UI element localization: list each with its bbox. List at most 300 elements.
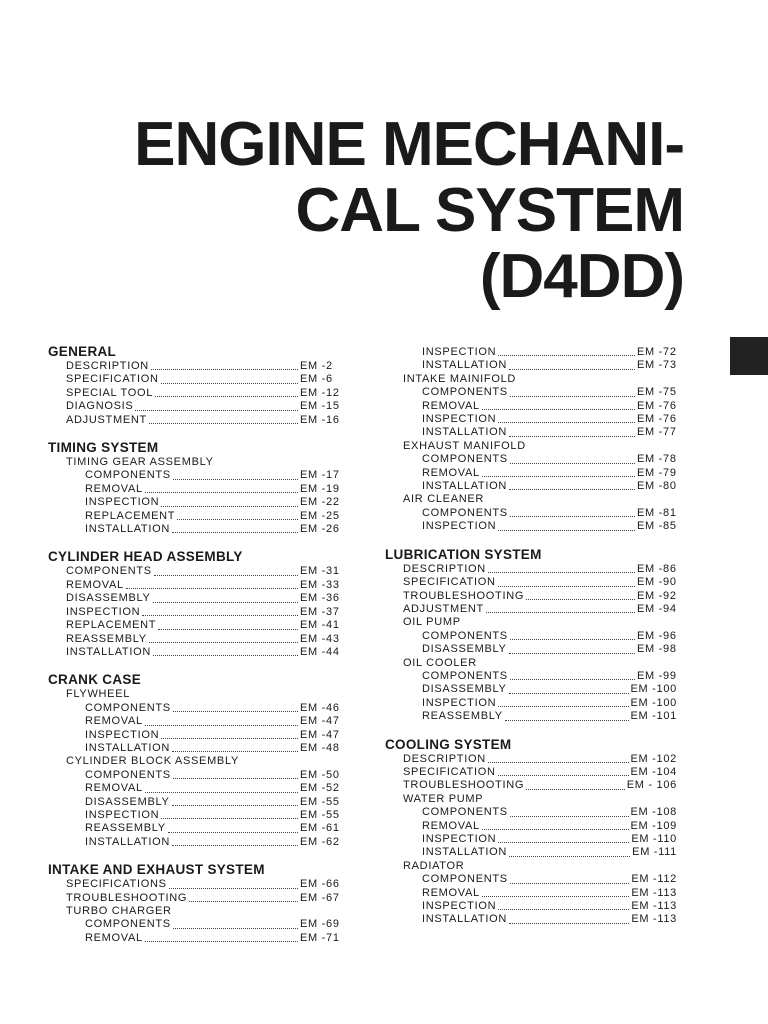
toc-entry-label: SPECIAL TOOL [66,386,154,399]
toc-entry-label: INSPECTION [422,520,497,533]
toc-entry-label: TROUBLESHOOTING [403,779,525,792]
toc-entry-page: EM -100 [630,683,677,696]
toc-entry-page: EM -44 [300,645,340,658]
dot-leader [510,678,635,680]
dot-leader [145,724,298,726]
toc-entry[interactable] [66,387,340,400]
toc-entry[interactable] [422,806,677,819]
toc-entry[interactable] [85,729,340,742]
toc-entry-page: EM -86 [637,562,677,575]
toc-entry-label: DESCRIPTION [66,360,149,372]
dot-leader [177,518,298,520]
dot-leader [526,598,635,600]
toc-entry[interactable] [422,683,677,696]
toc-entry-page: EM -112 [631,873,677,886]
toc-entry[interactable] [422,630,677,643]
toc-entry[interactable] [85,469,340,482]
toc-entry-label: REMOVAL [85,931,143,944]
toc-entry-list [48,878,340,905]
toc-entry-label: INSPECTION [422,900,497,913]
toc-entry[interactable] [422,846,677,859]
toc-entry-page: EM -55 [300,795,340,808]
toc-entry-label: REASSEMBLY [422,710,503,723]
toc-entry-list [48,702,340,756]
dot-leader [153,601,298,603]
toc-entry-list [385,873,677,927]
toc-entry[interactable] [66,414,340,427]
toc-entry[interactable] [422,710,677,723]
toc-entry-list [385,753,677,793]
toc-entry-label: TROUBLESHOOTING [403,589,525,602]
toc-section-timing [48,440,340,536]
toc-entry[interactable] [422,697,677,710]
dot-leader [154,574,298,576]
toc-entry[interactable] [66,579,340,592]
toc-entry-label: REPLACEMENT [66,619,157,632]
toc-entry-label: INSTALLATION [85,835,171,848]
dot-leader [509,652,635,654]
toc-entry-label: INSTALLATION [422,480,508,493]
toc-entry-page: EM -22 [300,496,340,509]
toc-entry[interactable] [66,619,340,632]
toc-entry[interactable] [85,510,340,523]
toc-entry-label: COMPONENTS [66,565,152,578]
toc-entry-page: EM -73 [637,359,677,372]
dot-leader [155,395,298,397]
toc-entry-page: EM -71 [300,931,340,944]
dot-leader [498,841,629,843]
toc-group-label: FLYWHEEL [66,688,131,701]
toc-entry-label: COMPONENTS [85,469,171,482]
toc-entry-page: EM -90 [637,576,677,589]
toc-group-label: TURBO CHARGER [66,905,172,917]
toc-entry-list [385,670,677,724]
toc-entry[interactable] [85,742,340,755]
dot-leader [509,692,629,694]
dot-leader [510,638,635,640]
toc-entry-page: EM -62 [300,835,340,848]
toc-entry[interactable] [403,603,677,616]
dot-leader [509,922,629,924]
toc-entry[interactable] [422,887,677,900]
toc-entry[interactable] [403,766,677,779]
toc-entry-label: REMOVAL [85,782,143,795]
dot-leader [161,737,298,739]
dot-leader [482,895,629,897]
toc-entry-label: INSPECTION [422,413,497,426]
toc-entry[interactable] [422,913,677,926]
dot-leader [510,815,629,817]
toc-group-intake-manifold [385,373,677,440]
toc-entry-page: EM -113 [631,900,677,913]
dot-leader [145,940,298,942]
toc-entry-list [385,346,677,373]
toc-entry-page: EM -15 [300,400,340,413]
toc-entry[interactable] [85,715,340,728]
toc-continued-turbo [385,346,677,373]
dot-leader [509,855,630,857]
toc-right-column [385,346,677,940]
toc-entry-page: EM -109 [630,819,677,832]
toc-entry[interactable] [85,796,340,809]
toc-group-label: AIR CLEANER [403,493,485,506]
toc-entry-label: DESCRIPTION [403,562,486,575]
toc-entry-label: INSPECTION [66,605,141,618]
toc-entry[interactable] [85,932,340,945]
toc-entry-list [48,769,340,849]
dot-leader [126,587,298,589]
toc-entry-page: EM -101 [630,710,677,723]
toc-entry-page: EM -19 [300,482,340,495]
toc-entry-page: EM - 106 [626,779,677,792]
dot-leader [498,585,635,587]
dot-leader [149,422,298,424]
toc-entry[interactable] [422,833,677,846]
dot-leader [488,761,629,763]
toc-entry-label: REMOVAL [422,399,480,412]
toc-entry-page: EM -75 [637,386,677,399]
toc-entry-page: EM -52 [300,782,340,795]
toc-entry[interactable] [403,753,677,766]
dot-leader [173,927,298,929]
toc-entry[interactable] [85,918,340,931]
toc-entry-page: EM -80 [637,480,677,493]
section-heading: CYLINDER HEAD ASSEMBLY [48,549,243,565]
dot-leader [168,831,298,833]
toc-entry-page: EM -92 [637,589,677,602]
dot-leader [482,408,635,410]
toc-entry-page: EM -100 [630,696,677,709]
toc-entry[interactable] [85,483,340,496]
toc-group-label: RADIATOR [403,859,465,872]
toc-entry-label: INSTALLATION [85,523,171,536]
dot-leader [172,844,298,846]
toc-entry-list [48,469,340,536]
toc-entry-label: INSPECTION [85,496,160,509]
dot-leader [172,750,298,752]
toc-entry-label: INSTALLATION [422,913,508,926]
toc-entry-page: EM -79 [637,466,677,479]
toc-entry-page: EM -78 [637,453,677,466]
dot-leader [526,788,625,790]
toc-group-label: WATER PUMP [403,792,484,805]
dot-leader [509,435,635,437]
dot-leader [158,628,298,630]
toc-section-intake-exhaust [48,862,340,945]
toc-entry[interactable] [422,346,677,359]
toc-entry-label: DESCRIPTION [403,752,486,765]
dot-leader [173,710,298,712]
section-tab-marker [730,337,768,375]
toc-section-general [48,344,340,427]
dot-leader [149,641,298,643]
dot-leader [498,774,629,776]
toc-entry-label: SPECIFICATIONS [66,878,167,891]
dot-leader [498,705,628,707]
toc-entry[interactable] [403,563,677,576]
toc-entry-page: EM -111 [632,846,677,859]
toc-section-cooling [385,737,677,927]
toc-entry[interactable] [85,822,340,835]
toc-entry-label: INSPECTION [85,728,160,741]
dot-leader [172,804,298,806]
dot-leader [486,611,635,613]
dot-leader [135,409,298,411]
dot-leader [510,515,635,517]
dot-leader [510,462,635,464]
toc-entry-page: EM -16 [300,413,340,426]
toc-entry[interactable] [422,900,677,913]
toc-entry-page: EM -36 [300,592,340,605]
toc-entry-label: REMOVAL [66,578,124,591]
toc-section-lubrication [385,547,677,724]
toc-entry[interactable] [422,873,677,886]
toc-entry-label: INSPECTION [422,696,497,709]
toc-entry-page: EM -31 [300,565,340,578]
toc-entry-list [385,453,677,493]
toc-entry-page: EM -99 [637,669,677,682]
dot-leader [482,475,635,477]
toc-entry[interactable] [66,565,340,578]
toc-entry-list [385,630,677,657]
toc-entry-page: EM -85 [637,520,677,533]
toc-entry[interactable] [66,878,340,891]
toc-entry-page: EM -41 [300,619,340,632]
toc-entry[interactable] [66,360,340,373]
toc-section-cylinder-head [48,549,340,659]
toc-entry-page: EM -2 [300,360,333,372]
toc-entry-label: COMPONENTS [422,453,508,466]
dot-leader [153,654,298,656]
dot-leader [189,900,298,902]
toc-entry-label: INSTALLATION [422,359,508,372]
title-line-1: ENGINE MECHANI- [134,110,684,179]
dot-leader [482,828,629,830]
toc-group-label: OIL PUMP [403,616,461,629]
toc-entry-label: INSPECTION [422,833,497,845]
toc-entry-label: COMPONENTS [85,701,171,714]
toc-left-column [48,344,340,958]
toc-entry-page: EM -47 [300,728,340,741]
toc-entry-page: EM -104 [630,765,677,778]
toc-entry-label: DISASSEMBLY [66,592,151,605]
toc-entry-page: EM -6 [300,373,333,386]
toc-entry-label: COMPONENTS [422,506,508,519]
dot-leader [173,478,298,480]
dot-leader [509,488,635,490]
toc-entry-page: EM -76 [637,413,677,426]
toc-entry-page: EM -96 [637,629,677,642]
toc-entry[interactable] [66,606,340,619]
toc-entry[interactable] [66,400,340,413]
toc-entry-label: COMPONENTS [422,873,508,886]
toc-entry-page: EM -26 [300,523,340,536]
toc-entry-list [48,360,340,427]
toc-entry-list [48,918,340,945]
toc-entry[interactable] [422,820,677,833]
section-heading: TIMING SYSTEM [48,440,159,456]
toc-group-air-cleaner [385,493,677,533]
title-line-2: CAL SYSTEM [295,176,684,245]
dot-leader [161,382,298,384]
dot-leader [151,368,298,370]
toc-entry-label: COMPONENTS [422,629,508,642]
toc-entry-page: EM -94 [637,602,677,615]
toc-group-label: OIL COOLER [403,656,477,669]
toc-entry-label: REMOVAL [85,715,143,728]
toc-group-label: CYLINDER BLOCK ASSEMBLY [66,755,240,768]
dot-leader [161,505,298,507]
toc-entry-label: INSPECTION [85,808,160,821]
toc-entry-label: REMOVAL [85,482,143,495]
toc-group-label: TIMING GEAR ASSEMBLY [66,456,214,469]
toc-entry-label: DISASSEMBLY [85,795,170,808]
toc-entry[interactable] [422,413,677,426]
toc-entry[interactable] [422,400,677,413]
toc-entry-label: SPECIFICATION [66,373,159,386]
toc-entry-page: EM -33 [300,578,340,591]
toc-entry-label: DISASSEMBLY [422,643,507,656]
toc-entry-page: EM -76 [637,399,677,412]
title-line-3: (D4DD) [479,242,684,311]
dot-leader [498,529,635,531]
dot-leader [142,614,298,616]
toc-entry-page: EM -37 [300,605,340,618]
toc-entry[interactable] [403,576,677,589]
toc-entry-label: REPLACEMENT [85,509,176,522]
toc-entry[interactable] [85,782,340,795]
toc-entry[interactable] [85,809,340,822]
toc-entry[interactable] [422,386,677,399]
toc-entry-label: SPECIFICATION [403,576,496,589]
toc-entry[interactable] [66,633,340,646]
section-heading: INTAKE AND EXHAUST SYSTEM [48,862,265,878]
toc-entry-page: EM -55 [300,808,340,821]
toc-entry-page: EM -17 [300,469,340,482]
toc-entry[interactable] [422,480,677,493]
toc-entry[interactable] [85,836,340,849]
toc-entry[interactable] [422,467,677,480]
page-title [134,112,684,310]
toc-entry-label: INSTALLATION [66,645,152,658]
toc-entry-page: EM -81 [637,506,677,519]
toc-entry[interactable] [85,523,340,536]
toc-entry[interactable] [422,520,677,533]
section-heading: CRANK CASE [48,672,142,688]
toc-entry[interactable] [403,779,677,792]
toc-entry-list [385,386,677,440]
toc-entry-page: EM -43 [300,632,340,645]
toc-entry[interactable] [422,507,677,520]
toc-entry[interactable] [85,496,340,509]
toc-entry[interactable] [422,359,677,372]
toc-entry-label: COMPONENTS [422,669,508,682]
toc-entry-page: EM -67 [300,891,340,904]
toc-entry-label: DIAGNOSIS [66,400,134,413]
toc-entry-label: REMOVAL [422,819,480,832]
toc-entry-list [385,806,677,860]
dot-leader [161,817,298,819]
toc-entry-page: EM -69 [300,918,340,931]
dot-leader [169,887,298,889]
toc-group-label: INTAKE MAINIFOLD [403,372,517,385]
toc-entry-page: EM -50 [300,768,340,781]
dot-leader [505,719,629,721]
toc-entry[interactable] [66,892,340,905]
toc-entry-label: SPECIFICATION [403,765,496,778]
toc-entry[interactable] [66,646,340,659]
toc-entry-page: EM -72 [637,346,677,358]
toc-entry[interactable] [66,592,340,605]
dot-leader [488,571,635,573]
toc-entry-page: EM -47 [300,715,340,728]
toc-entry[interactable] [422,426,677,439]
dot-leader [509,368,635,370]
toc-entry[interactable] [403,590,677,603]
toc-entry-label: COMPONENTS [85,768,171,781]
toc-group-label: EXHAUST MANIFOLD [403,439,526,452]
dot-leader [498,354,635,356]
toc-entry-label: ADJUSTMENT [66,413,147,426]
toc-entry-page: EM -110 [631,833,677,845]
toc-section-crank-case [48,672,340,849]
toc-entry-page: EM -98 [637,643,677,656]
dot-leader [510,395,635,397]
toc-entry-label: REASSEMBLY [66,632,147,645]
dot-leader [145,491,298,493]
toc-entry-list [385,507,677,534]
toc-entry-page: EM -77 [637,426,677,439]
dot-leader [173,777,298,779]
toc-entry-label: COMPONENTS [85,918,171,931]
toc-entry-page: EM -12 [300,386,340,399]
toc-entry-page: EM -108 [630,806,677,819]
toc-entry-label: COMPONENTS [422,806,508,819]
section-heading: LUBRICATION SYSTEM [385,546,542,562]
toc-entry-label: COMPONENTS [422,386,508,399]
toc-entry[interactable] [422,643,677,656]
toc-entry-label: DISASSEMBLY [422,683,507,696]
dot-leader [498,421,635,423]
toc-entry-label: ADJUSTMENT [403,602,484,615]
toc-entry[interactable] [422,453,677,466]
toc-entry-list [385,563,677,617]
toc-entry-label: REMOVAL [422,886,480,899]
dot-leader [145,791,298,793]
toc-entry-label: INSTALLATION [422,426,508,439]
toc-entry-label: REASSEMBLY [85,822,166,835]
toc-entry[interactable] [85,702,340,715]
toc-entry[interactable] [85,769,340,782]
toc-entry-label: REMOVAL [422,466,480,479]
toc-entry-label: TROUBLESHOOTING [66,891,188,904]
toc-entry-page: EM -48 [300,741,340,754]
toc-entry-page: EM -61 [300,822,340,835]
section-heading: COOLING SYSTEM [385,736,512,752]
toc-entry-list [48,565,340,659]
toc-entry[interactable] [66,373,340,386]
toc-entry[interactable] [422,670,677,683]
toc-entry-page: EM -46 [300,701,340,714]
dot-leader [498,908,629,910]
toc-entry-page: EM -66 [300,878,340,891]
dot-leader [510,882,630,884]
section-heading: GENERAL [48,344,117,359]
toc-entry-page: EM -102 [630,752,677,765]
dot-leader [172,531,298,533]
toc-entry-page: EM -113 [631,886,677,899]
toc-entry-page: EM -25 [300,509,340,522]
